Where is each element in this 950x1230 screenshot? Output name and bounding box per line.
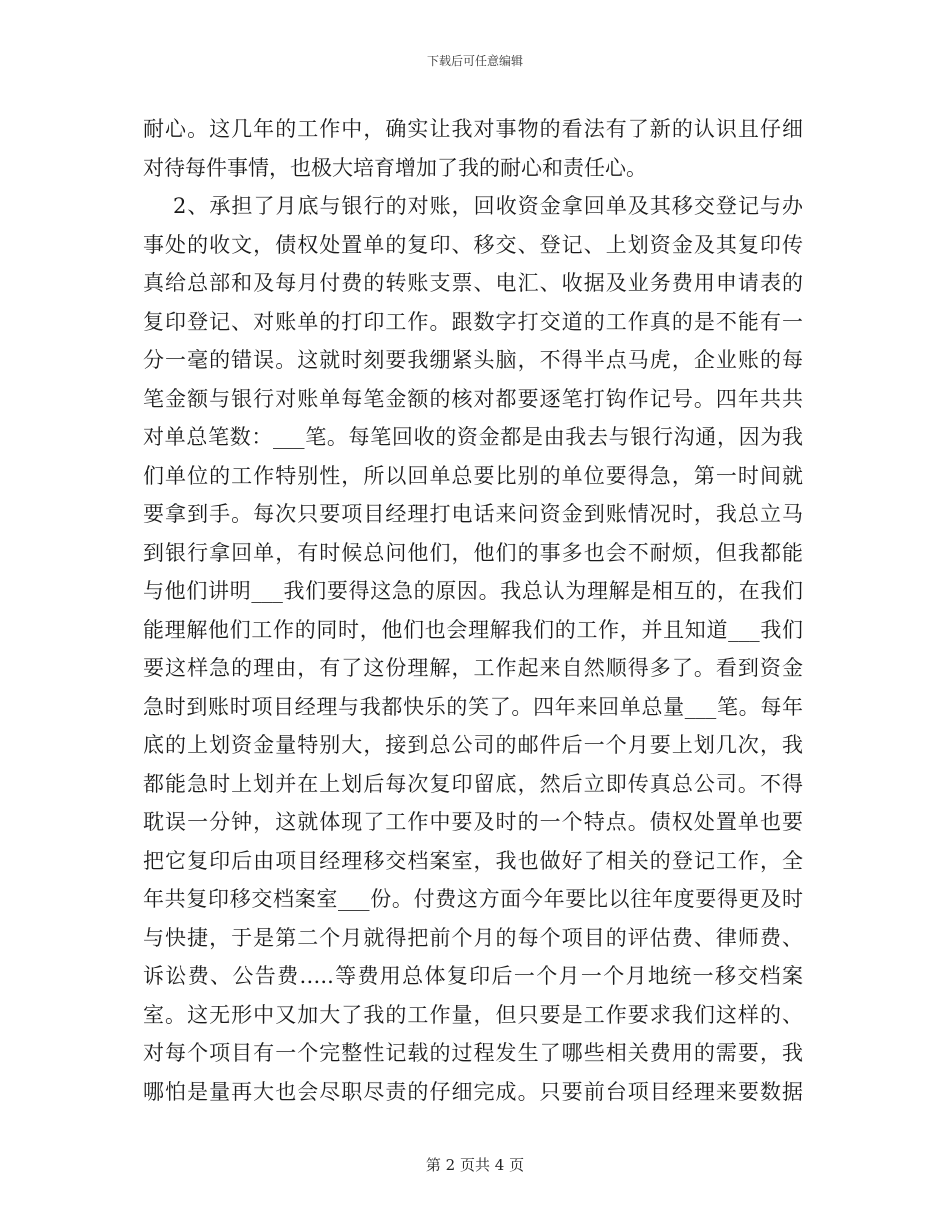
- page-header: 下载后可任意编辑: [426, 54, 523, 68]
- text-line: 们单位的工作特别性，所以回单总要比别的单位要得急，第一时间就: [143, 463, 803, 488]
- text-line: 笔金额与银行对账单每笔金额的核对都要逐笔打钩作记号。四年共共: [143, 386, 803, 411]
- text-line: 与他们讲明___我们要得这急的原因。我总认为理解是相互的，在我们: [143, 579, 803, 603]
- page-footer: 第 2 页共 4 页: [425, 1156, 525, 1174]
- text-line: 对单总笔数：___笔。每笔回收的资金都是由我去与银行沟通，因为我: [143, 425, 803, 449]
- text-line: 对每个项目有一个完整性记载的过程发生了哪些相关费用的需要，我: [143, 1041, 803, 1065]
- text-line: 要这样急的理由，有了这份理解，工作起来自然顺得多了。看到资金: [143, 656, 803, 680]
- paragraph-first-line: 2、承担了月底与银行的对账，回收资金拿回单及其移交登记与办: [173, 194, 803, 218]
- text-line: 分一毫的错误。这就时刻要我绷紧头脑，不得半点马虎，企业账的每: [143, 348, 803, 372]
- text-line: 年共复印移交档案室___份。付费这方面今年要比以往年度要得更及时: [143, 887, 803, 911]
- document-body: [143, 110, 803, 1111]
- text-line: 对待每件事情，也极大培育增加了我的耐心和责任心。: [143, 155, 647, 180]
- text-line: 底的上划资金量特别大，接到总公司的邮件后一个月要上划几次，我: [143, 733, 803, 757]
- text-line: 把它复印后由项目经理移交档案室，我也做好了相关的登记工作，全: [143, 848, 803, 873]
- text-line: 急时到账时项目经理与我都快乐的笑了。四年来回单总量___笔。每年: [143, 694, 803, 719]
- text-line: 室。这无形中又加大了我的工作量，但只要是工作要求我们这样的、: [143, 1002, 803, 1027]
- text-line: 耐心。这几年的工作中，确实让我对事物的看法有了新的认识且仔细: [143, 117, 803, 141]
- text-line: 事处的收文，债权处置单的复印、移交、登记、上划资金及其复印传: [143, 232, 803, 257]
- text-line: 诉讼费、公告费…..等费用总体复印后一个月一个月地统一移交档案: [143, 964, 803, 988]
- text-line: 复印登记、对账单的打印工作。跟数字打交道的工作真的是不能有一: [143, 309, 803, 334]
- text-line: 耽误一分钟，这就体现了工作中要及时的一个特点。债权处置单也要: [143, 810, 803, 834]
- text-line: 哪怕是量再大也会尽职尽责的仔细完成。只要前台项目经理来要数据: [143, 1079, 803, 1104]
- text-line: 到银行拿回单，有时候总问他们，他们的事多也会不耐烦，但我都能: [143, 540, 803, 565]
- text-line: 与快捷，于是第二个月就得把前个月的每个项目的评估费、律师费、: [143, 925, 803, 950]
- text-line: 能理解他们工作的同时，他们也会理解我们的工作，并且知道___我们: [143, 617, 803, 642]
- text-line: 要拿到手。每次只要项目经理打电话来问资金到账情况时，我总立马: [143, 502, 803, 526]
- text-line: 都能急时上划并在上划后每次复印留底，然后立即传真总公司。不得: [143, 771, 803, 796]
- text-line: 真给总部和及每月付费的转账支票、电汇、收据及业务费用申请表的: [143, 271, 803, 295]
